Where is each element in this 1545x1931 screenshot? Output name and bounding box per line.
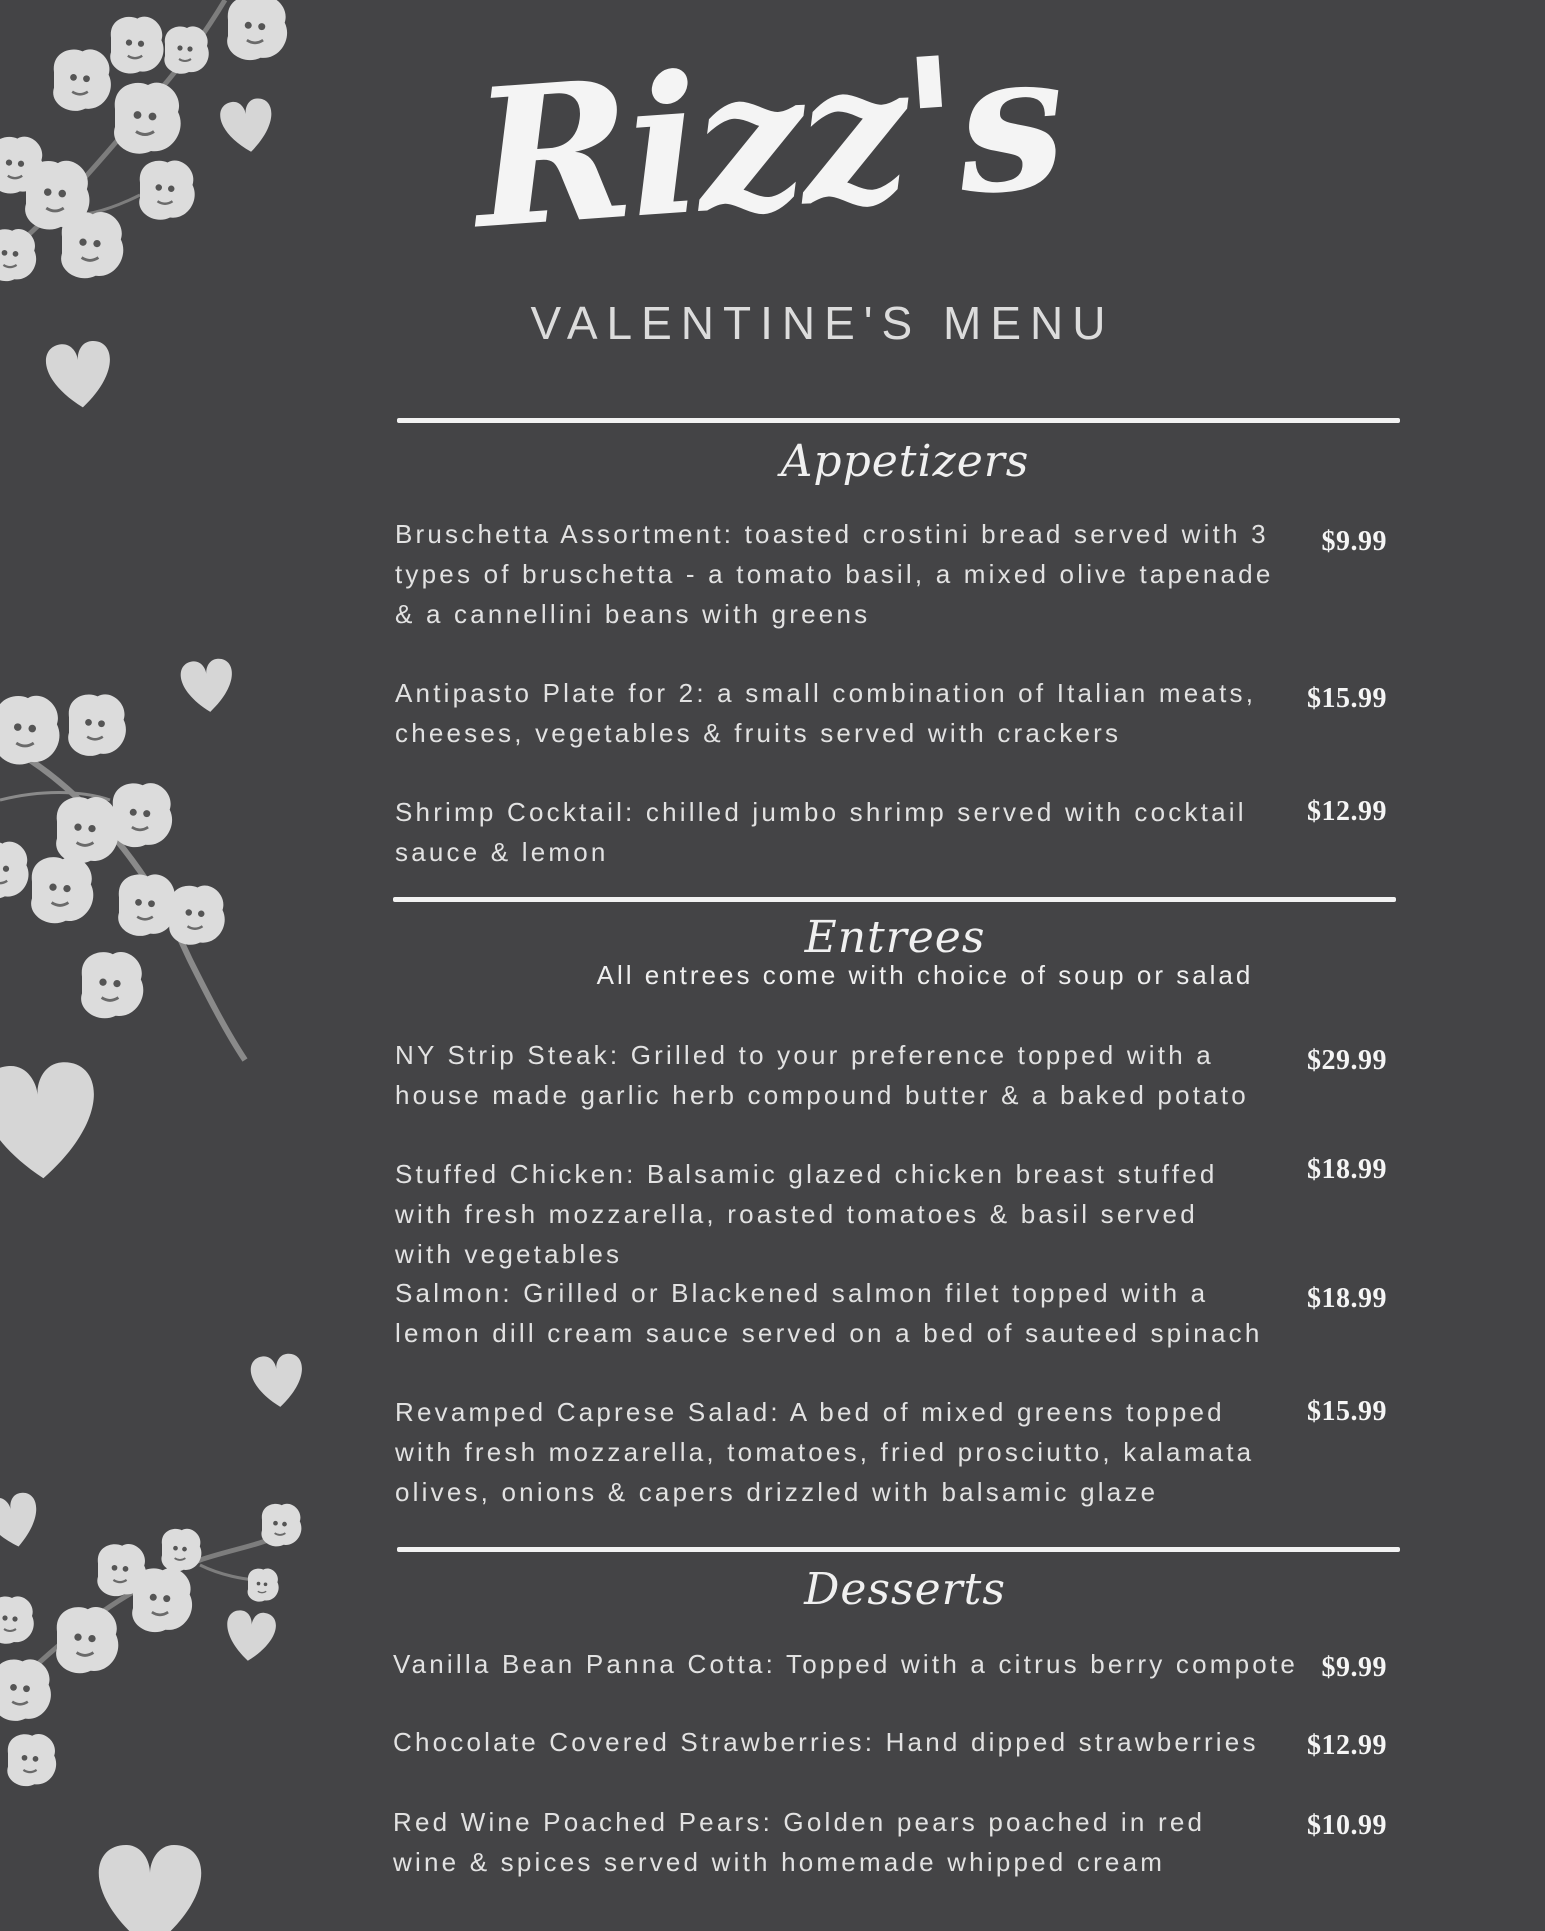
menu-item-description: Antipasto Plate for 2: a small combination of Italian meats, cheeses, vegetables & fruits served with crackers [395, 678, 1257, 748]
menu-title: VALENTINE'S MENU [530, 297, 1115, 349]
section-divider [397, 1547, 1400, 1552]
entrees-heading: Entrees [804, 912, 986, 963]
section-divider [397, 418, 1400, 423]
section-divider [393, 897, 1396, 902]
menu-item-price: $10.99 [1307, 1810, 1387, 1841]
menu-item-price: $15.99 [1307, 683, 1387, 714]
blossom-branch-icon [0, 1504, 301, 1786]
heart-icon [0, 97, 306, 1931]
menu-item-description: Vanilla Bean Panna Cotta: Topped with a citrus berry compote [393, 1649, 1299, 1679]
menu-item-description: Salmon: Grilled or Blackened salmon filet topped with a lemon dill cream sauce served on a bed of sauteed spinach [395, 1278, 1263, 1348]
menu-item-price: $12.99 [1307, 1730, 1387, 1761]
entrees-note: All entrees come with choice of soup or salad [596, 960, 1254, 990]
menu-item-description: Stuffed Chicken: Balsamic glazed chicken breast stuffed with fresh mozzarella, roasted tomatoes & basil served with vegetables [395, 1159, 1218, 1269]
menu-item-price: $9.99 [1321, 1652, 1387, 1683]
restaurant-logo: Rizz's [466, 7, 1069, 272]
menu-item-description: NY Strip Steak: Grilled to your preference topped with a house made garlic herb compound butter & a baked potato [395, 1040, 1249, 1110]
menu-item-price: $29.99 [1307, 1045, 1387, 1076]
blossom-branch-icon [0, 694, 245, 1060]
menu-item-price: $18.99 [1307, 1283, 1387, 1314]
menu-item-description: Chocolate Covered Strawberries: Hand dipped strawberries [393, 1727, 1259, 1757]
menu-item-description: Shrimp Cocktail: chilled jumbo shrimp served with cocktail sauce & lemon [395, 797, 1247, 867]
menu-item-description: Revamped Caprese Salad: A bed of mixed greens topped with fresh mozzarella, tomatoes, fried prosciutto, kalamata olives, onions & capers drizzled with balsamic glaze [395, 1397, 1255, 1507]
desserts-heading: Desserts [804, 1564, 1006, 1615]
menu-item-price: $12.99 [1307, 796, 1387, 827]
menu-item-price: $15.99 [1307, 1396, 1387, 1427]
menu-item-description: Red Wine Poached Pears: Golden pears poached in red wine & spices served with homemade whipped cream [393, 1807, 1206, 1877]
menu-item-price: $9.99 [1321, 526, 1387, 557]
menu-content [395, 0, 1405, 1931]
appetizers-heading: Appetizers [780, 436, 1030, 487]
menu-item-price: $18.99 [1307, 1154, 1387, 1185]
menu-item-description: Bruschetta Assortment: toasted crostini bread served with 3 types of bruschetta - a tomato basil, a mixed olive tapenade & a cannellini beans with greens [395, 519, 1274, 629]
